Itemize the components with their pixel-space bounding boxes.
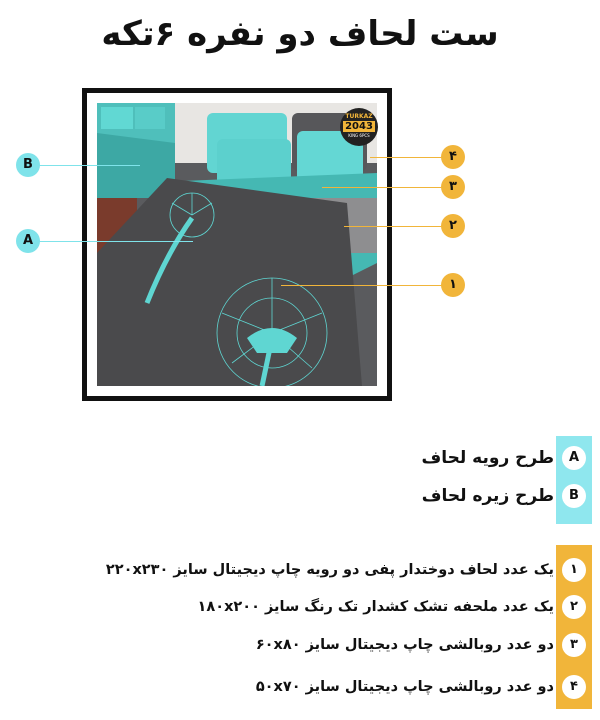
item-badge-4: ۴ xyxy=(562,675,586,699)
callout-line-a xyxy=(38,241,193,242)
legend-text-a: طرح رویه لحاف xyxy=(421,448,554,468)
callout-badge-1: ۱ xyxy=(441,273,465,297)
brand-name: TURKAZ xyxy=(345,113,373,120)
callout-line-3 xyxy=(322,187,444,188)
page-title: ست لحاف دو نفره ۶تکه xyxy=(101,14,499,54)
callout-badge-3: ۳ xyxy=(441,175,465,199)
callout-badge-2: ۲ xyxy=(441,214,465,238)
item-badge-1: ۱ xyxy=(562,558,586,582)
item-badge-3: ۳ xyxy=(562,633,586,657)
callout-line-4 xyxy=(370,157,444,158)
legend-text-b: طرح زیره لحاف xyxy=(421,486,554,506)
item-text-2: یک عدد ملحفه تشک کشدار تک رنگ سایز ۱۸۰x۲۰۰ xyxy=(197,599,554,615)
brand-badge xyxy=(340,108,378,146)
legend-row-a xyxy=(422,446,587,470)
legend-badge-b: B xyxy=(562,484,586,508)
item-badge-2: ۲ xyxy=(562,595,586,619)
brand-code: 2043 xyxy=(343,121,375,132)
callout-line-2 xyxy=(344,226,444,227)
callout-badge-a: A xyxy=(16,229,40,253)
item-row-1 xyxy=(106,558,586,582)
bed-illustration xyxy=(97,103,377,386)
item-row-3 xyxy=(256,633,586,657)
item-row-4 xyxy=(256,675,586,699)
brand-sub: KING 6PCS xyxy=(348,133,370,138)
callout-line-1 xyxy=(281,285,444,286)
item-text-1: یک عدد لحاف دوختدار پفی دو رویه چاپ دیجیتال سایز ۲۲۰x۲۳۰ xyxy=(105,562,554,578)
product-photo xyxy=(97,103,377,386)
item-text-4: دو عدد روبالشی چاپ دیجیتال سایز ۵۰x۷۰ xyxy=(255,679,554,695)
legend-badge-a: A xyxy=(562,446,586,470)
callout-line-b xyxy=(38,165,140,166)
callout-badge-4: ۴ xyxy=(441,145,465,169)
legend-row-b xyxy=(422,484,586,508)
callout-badge-b: B xyxy=(16,153,40,177)
item-text-3: دو عدد روبالشی چاپ دیجیتال سایز ۶۰x۸۰ xyxy=(255,637,554,653)
item-row-2 xyxy=(198,595,586,619)
